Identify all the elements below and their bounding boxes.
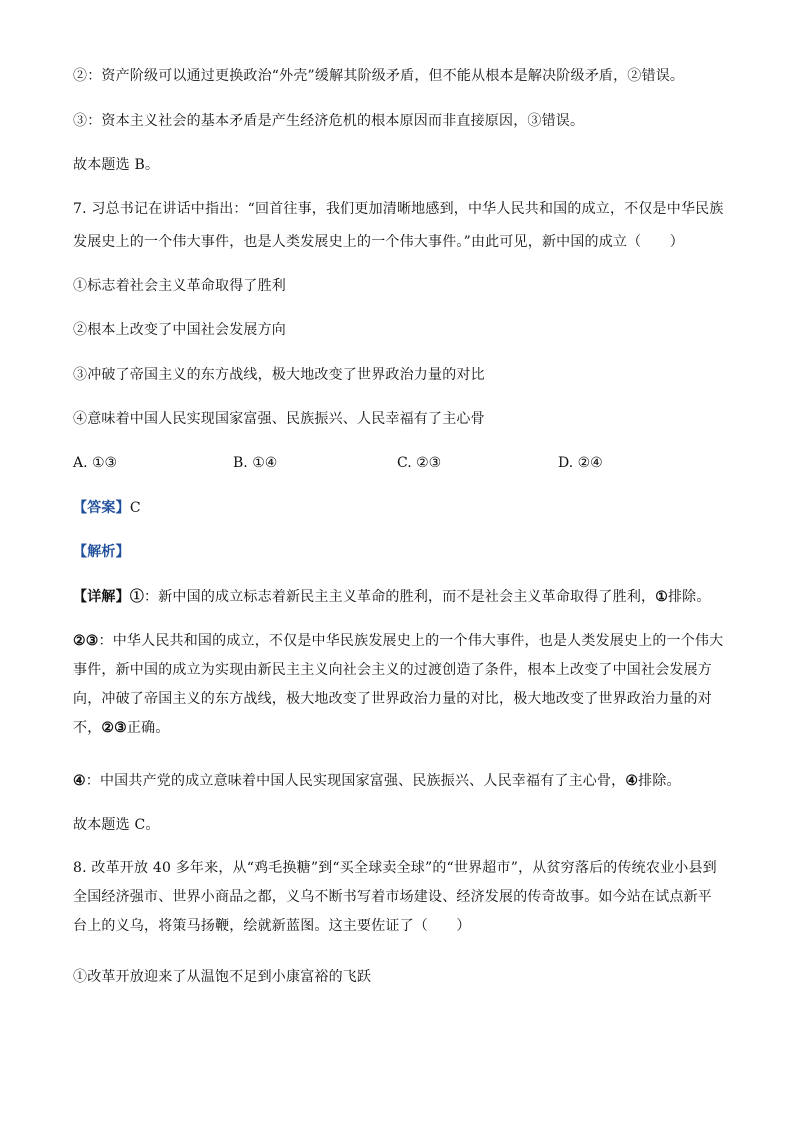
q7-detail-2 [73, 627, 725, 743]
detail-3-end: 排除。 [638, 773, 681, 789]
q8-statement-1: ①改革开放迎来了从温饱不足到小康富裕的飞跃 [73, 969, 372, 985]
q7-answer [73, 498, 723, 518]
q7-statement-4: ④意味着中国人民实现国家富强、民族振兴、人民幸福有了主心骨 [73, 411, 485, 427]
detail-2-end-mark: ②③ [101, 720, 127, 736]
prev-analysis-item-2: ②：资产阶级可以通过更换政治“外壳”缓解其阶级矛盾，但不能从根本是解决阶级矛盾，②错误。 [73, 68, 685, 84]
detail-3-end-mark: ④ [625, 773, 639, 789]
detail-3-text: ：中国共产党的成立意味着中国人民实现国家富强、民族振兴、人民幸福有了主心骨， [85, 773, 626, 789]
detail-1-mark: ① [129, 589, 145, 605]
detail-1-end: 排除。 [667, 589, 711, 605]
q8-stem: 8. 改革开放 40 多年来，从“鸡毛换糖”到“买全球卖全球”的“世界超市”，从贫穷落后的传统农业小县到全国经济强市、世界小商品之都，义乌不断书写着市场建设、经济发展的传奇故事。如今站在试点新平台上的义乌，将策马扬鞭，绘就新蓝图。这主要佐证了（ ） [73, 860, 717, 934]
q7-stem-line-2: 发展史上的一个伟大事件，也是人类发展史上的一个伟大事件。”由此可见，新中国的成立（ ） [73, 234, 684, 250]
analysis-tag: 【解析】 [73, 544, 130, 560]
q7-statement-3: ③冲破了帝国主义的东方战线，极大地改变了世界政治力量的对比 [73, 367, 485, 383]
q7-analysis-heading [73, 542, 723, 562]
q7-conclusion: 故本题选 C。 [73, 817, 160, 833]
q7-detail-1 [73, 587, 723, 607]
detail-tag: 【详解】 [73, 589, 130, 605]
q7-option-d: D. ②④ [558, 455, 603, 471]
answer-tag: 【答案】 [73, 500, 130, 516]
q7-statement-1: ①标志着社会主义革命取得了胜利 [73, 278, 286, 294]
detail-2-end: 正确。 [126, 720, 170, 736]
q7-option-b: B. ①④ [233, 455, 278, 471]
q7-option-c: C. ②③ [397, 455, 442, 471]
q7-statement-2: ②根本上改变了中国社会发展方向 [73, 322, 286, 338]
answer-value: C [129, 500, 141, 516]
detail-2-mark: ②③ [73, 633, 99, 649]
q7-stem-line-1: 7. 习总书记在讲话中指出：“回首往事，我们更加清晰地感到，中华人民共和国的成立，不仅是中华民族 [73, 201, 724, 217]
detail-1-text: ：新中国的成立标志着新民主主义革命的胜利，而不是社会主义革命取得了胜利， [144, 589, 656, 605]
q7-option-a: A. ①③ [73, 455, 118, 471]
detail-1-end-mark: ① [655, 589, 668, 605]
detail-3-mark: ④ [73, 773, 86, 789]
q7-detail-3 [73, 771, 723, 791]
prev-analysis-item-3: ③：资本主义社会的基本矛盾是产生经济危机的根本原因而非直接原因，③错误。 [73, 113, 585, 129]
prev-conclusion: 故本题选 B。 [73, 157, 160, 173]
detail-2-text: ：中华人民共和国的成立，不仅是中华民族发展史上的一个伟大事件，也是人类发展史上的一个伟大事件，新中国的成立为实现由新民主主义向社会主义的过渡创造了条件，根本上改变了中国社会发展方向，冲破了帝国主义的东方战线，极大地改变了世界政治力量的对比，极大地改变了世界政治力量的对不， [73, 633, 724, 736]
